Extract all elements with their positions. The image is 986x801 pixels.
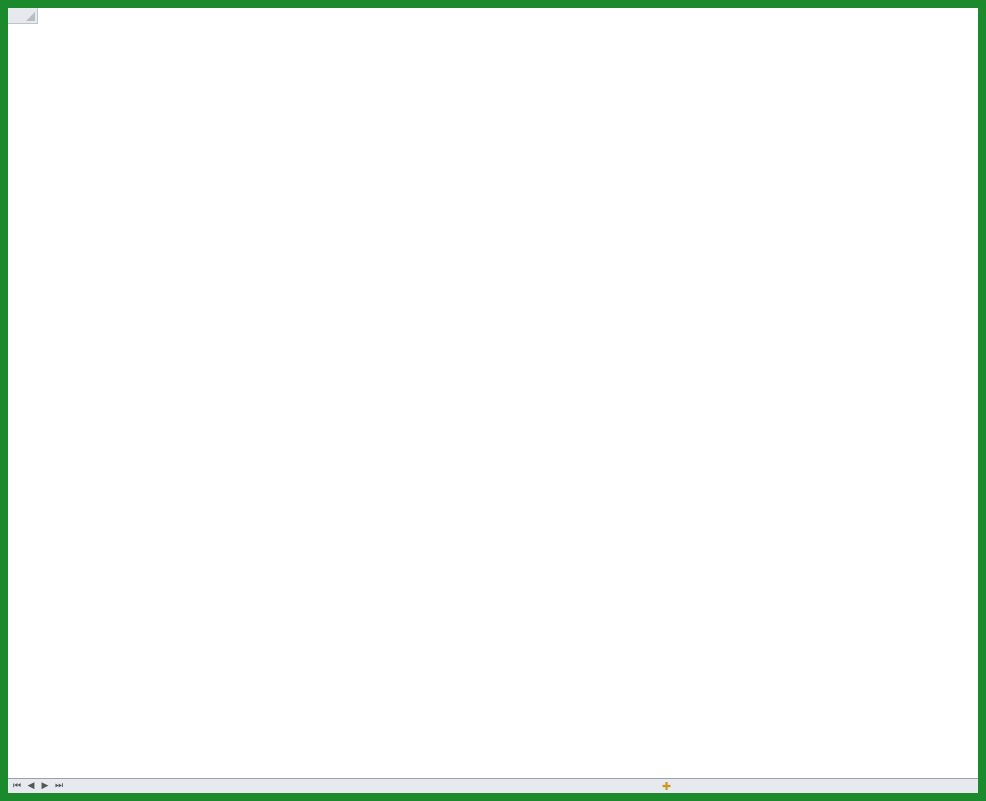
- sheet-tab-bar: [8, 778, 978, 794]
- next-sheet-icon[interactable]: ▶: [41, 781, 49, 791]
- last-sheet-icon[interactable]: ⏭: [54, 781, 64, 791]
- select-all-corner[interactable]: [8, 8, 38, 24]
- prev-sheet-icon[interactable]: ◀: [27, 781, 35, 791]
- new-sheet-icon[interactable]: ✚: [662, 780, 672, 793]
- first-sheet-icon[interactable]: ⏮: [12, 781, 22, 791]
- worksheet-grid[interactable]: [8, 8, 978, 778]
